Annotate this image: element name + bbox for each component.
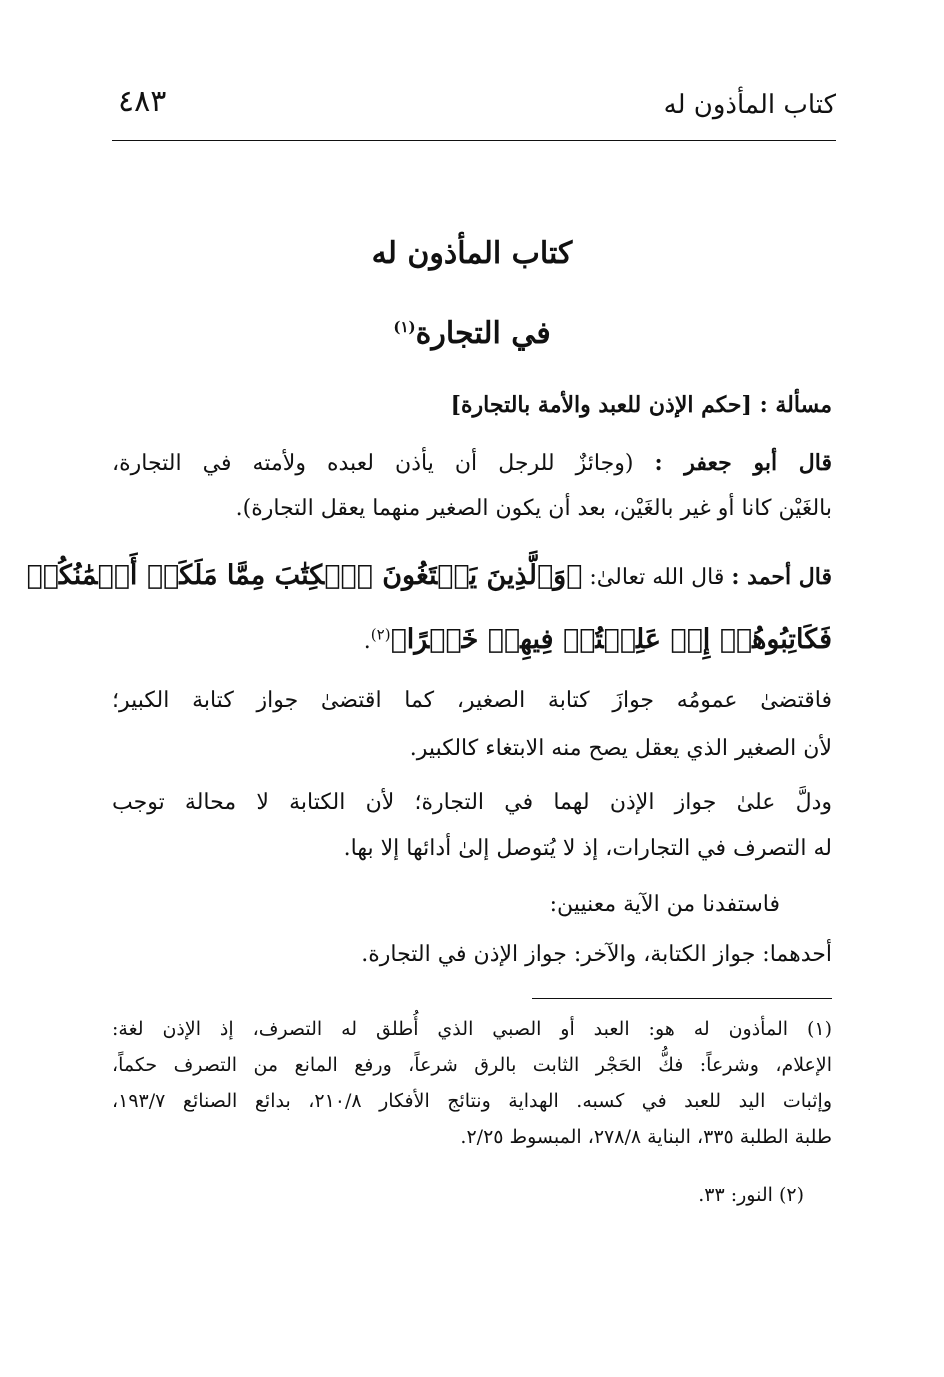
p1-line1 bbox=[112, 450, 832, 477]
p3-line1: فاقتضىٰ عمومُه جوازَ كتابة الصغير، كما اقتضىٰ جواز كتابة الكبير؛ bbox=[112, 688, 832, 713]
verse-end: . bbox=[363, 629, 371, 654]
chapter-subtitle bbox=[0, 316, 944, 351]
p4-line2: له التصرف في التجارات، إذ لا يُتوصل إلىٰ أدائها إلا بها. bbox=[343, 836, 832, 861]
footnote-rule bbox=[532, 998, 832, 999]
p2-line2 bbox=[112, 624, 832, 656]
chapter-title: كتاب المأذون له bbox=[371, 236, 573, 271]
running-header-title: كتاب المأذون له bbox=[663, 90, 836, 120]
footnote-1-line3: وإثبات اليد للعبد في كسبه. الهداية ونتائج الأفكار ٢١٠/٨، بدائع الصنائع ١٩٣/٧، bbox=[112, 1090, 832, 1112]
page-number: ٤٨٣ bbox=[118, 84, 167, 119]
subtitle-text: في التجارة bbox=[415, 316, 551, 351]
p3-line2: لأن الصغير الذي يعقل يصح منه الابتغاء كالكبير. bbox=[409, 736, 832, 761]
quran-verse-2: فَكَاتِبُوهُمۡ إِنۡ عَلِمۡتُمۡ فِيهِمۡ خَيۡرًا﴾ bbox=[390, 624, 832, 655]
p4-line1: ودلَّ علىٰ جواز الإذن لهما في التجارة؛ لأن الكتابة لا محالة توجب bbox=[112, 790, 832, 815]
header-rule bbox=[112, 140, 836, 141]
footnote-1-line2: الإعلام، وشرعاً: فكُّ الحَجْر الثابت بالرق شرعاً، ورفع المانع من التصرف حكماً، bbox=[112, 1054, 832, 1076]
p1-line1-text: (وجائزٌ للرجل أن يأذن لعبده ولأمته في التجارة، bbox=[112, 451, 634, 476]
p2-lead: قال الله تعالىٰ: bbox=[589, 565, 725, 590]
footnote-2: (٢) النور: ٣٣. bbox=[698, 1184, 804, 1206]
speaker-ahmad: قال أحمد : bbox=[731, 564, 832, 590]
footnote-ref-2[interactable]: (٢) bbox=[370, 625, 391, 644]
speaker-abu-jafar: قال أبو جعفر : bbox=[654, 450, 832, 476]
p2-line1 bbox=[26, 560, 832, 592]
quran-verse-1: ﴿وَٱلَّذِينَ يَبۡتَغُونَ ٱلۡكِتَٰبَ مِمَّا مَلَكَتۡ أَيۡمَٰنُكُمۡ bbox=[26, 560, 583, 591]
footnote-1-line1: (١) المأذون له هو: العبد أو الصبي الذي أُطلق له التصرف، إذ الإذن لغة: bbox=[112, 1018, 832, 1040]
p6-line1: أحدهما: جواز الكتابة، والآخر: جواز الإذن في التجارة. bbox=[361, 942, 832, 967]
footnote-ref-1[interactable]: (١) bbox=[393, 318, 416, 336]
footnote-1-line4: طلبة الطلبة ٣٣٥، البناية ٢٧٨/٨، المبسوط ٢/٢٥. bbox=[460, 1126, 832, 1148]
p1-line2: بالغَيْن كانا أو غير بالغَيْن، بعد أن يكون الصغير منهما يعقل التجارة). bbox=[235, 496, 832, 521]
p5-line1: فاستفدنا من الآية معنيين: bbox=[549, 892, 780, 917]
section-heading: مسألة : [حكم الإذن للعبد والأمة بالتجارة] bbox=[450, 392, 832, 418]
